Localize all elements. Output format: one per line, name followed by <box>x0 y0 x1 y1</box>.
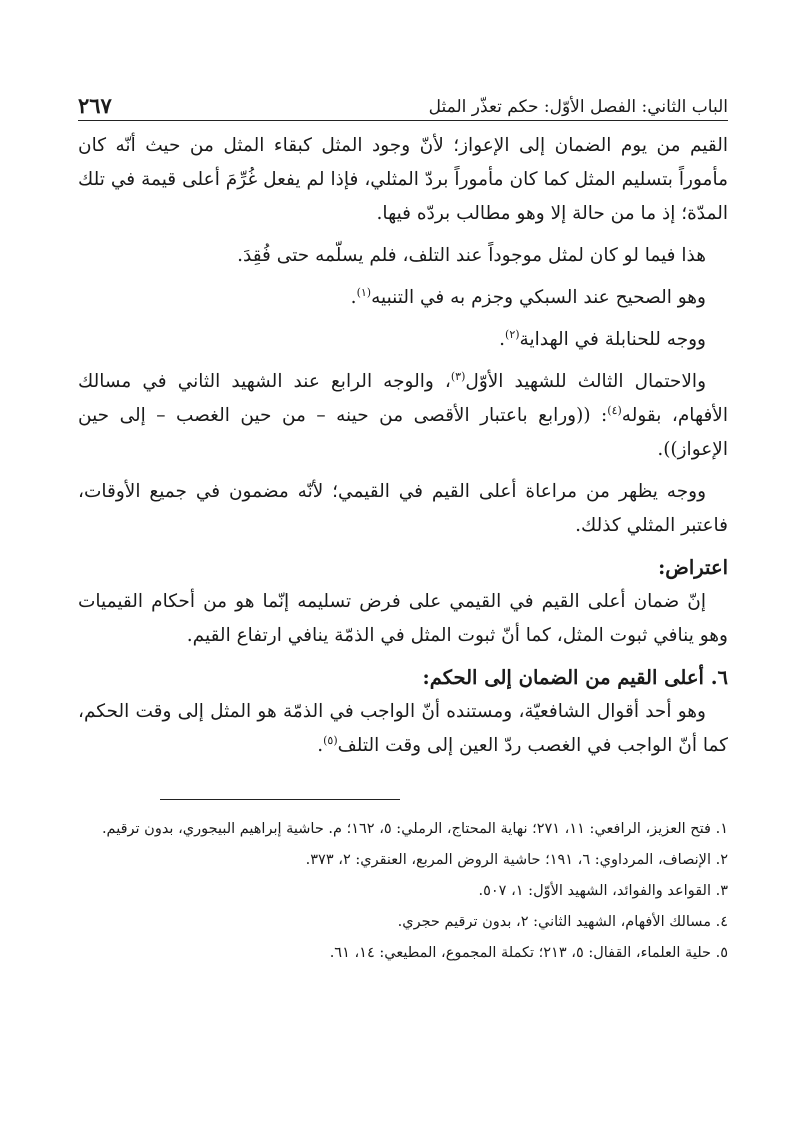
paragraph-8-end: . <box>317 735 324 756</box>
footnote-5: ٥. حلية العلماء، القفال: ٥، ٢١٣؛ تكملة المجموع، المطيعي: ١٤، ٦١. <box>329 945 728 961</box>
paragraph-8 <box>78 695 728 763</box>
running-head: الباب الثاني: الفصل الأوّل: حكم تعذّر المثل <box>428 96 728 117</box>
footnote-2: ٢. الإنصاف، المرداوي: ٦، ١٩١؛ حاشية الروض المربع، العنقري: ٢، ٣٧٣. <box>305 852 728 868</box>
footnotes <box>78 816 728 967</box>
footnote-3: ٣. القواعد والفوائد، الشهيد الأوّل: ١، ٥٠٧. <box>478 883 728 899</box>
footnote-ref-3[interactable]: (٣) <box>450 369 466 383</box>
paragraph-5 <box>78 365 728 467</box>
page <box>78 82 728 967</box>
footnote-ref-5[interactable]: (٥) <box>323 733 338 747</box>
paragraph-5-text-a: والاحتمال الثالث للشهيد الأوّل <box>465 371 706 392</box>
footnote-1: ١. فتح العزيز، الرافعي: ١١، ٢٧١؛ نهاية المحتاج، الرملي: ٥، ١٦٢؛ م. حاشية إبراهيم البيجوري، بدون ترقيم. <box>101 821 728 837</box>
page-number: ٢٦٧ <box>78 92 112 118</box>
section-heading-6: ٦. أعلى القيم من الضمان إلى الحكم: <box>422 666 728 689</box>
paragraph-3 <box>78 281 728 315</box>
page-header <box>78 82 728 121</box>
paragraph-8-text: وهو أحد أقوال الشافعيّة، ومستنده أنّ الواجب في الذمّة هو المثل إلى وقت الحكم، كما أنّ الواجب في الغصب ردّ العين إلى وقت التلف <box>78 701 728 756</box>
footnote-ref-1[interactable]: (١) <box>356 285 372 299</box>
footnote-ref-4[interactable]: (٤) <box>607 403 622 417</box>
paragraph-4 <box>78 323 728 357</box>
paragraph-4-text: ووجه للحنابلة في الهداية <box>519 329 706 350</box>
paragraph-5-text-c: : ((ورابع باعتبار الأقصى من حينه – من حين الغصب – إلى حين الإعواز)). <box>78 405 728 460</box>
section-heading-objection: اعتراض: <box>658 556 728 579</box>
paragraph-7: إنّ ضمان أعلى القيم في القيمي على فرض تسليمه إنّما هو من أحكام القيميات وهو ينافي ثبوت المثل، كما أنّ ثبوت المثل في الذمّة ينافي ارتفاع القيم. <box>78 591 728 646</box>
footnote-4: ٤. مسالك الأفهام، الشهيد الثاني: ٢، بدون ترقيم حجري. <box>397 914 728 930</box>
paragraph-5-text-b: ، والوجه الرابع عند الشهيد الثاني في مسالك الأفهام، بقوله <box>78 371 729 426</box>
paragraph-6: ووجه يظهر من مراعاة أعلى القيم في القيمي؛ لأنّه مضمون في جميع الأوقات، فاعتبر المثلي كذلك. <box>78 481 728 536</box>
paragraph-3-text: وهو الصحيح عند السبكي وجزم به في التنبيه <box>371 287 706 308</box>
footnote-ref-2[interactable]: (٢) <box>505 327 520 341</box>
paragraph-2: هذا فيما لو كان لمثل موجوداً عند التلف، فلم يسلّمه حتى فُقِدَ. <box>237 245 706 266</box>
paragraph-4-end: . <box>499 329 506 350</box>
paragraph-1: القيم من يوم الضمان إلى الإعواز؛ لأنّ وجود المثل كبقاء المثل من حيث أنّه كان مأموراً بتسليم المثل كما كان مأموراً بردّ المثلي، فإذا لم يفعل غُرِّمَ أعلى قيمة في تلك المدّة؛ إذ ما من حالة إلا وهو مطالب بردّه فيها. <box>78 135 728 224</box>
paragraph-3-end: . <box>350 287 357 308</box>
footnote-divider <box>160 799 400 800</box>
body-text <box>78 129 728 763</box>
